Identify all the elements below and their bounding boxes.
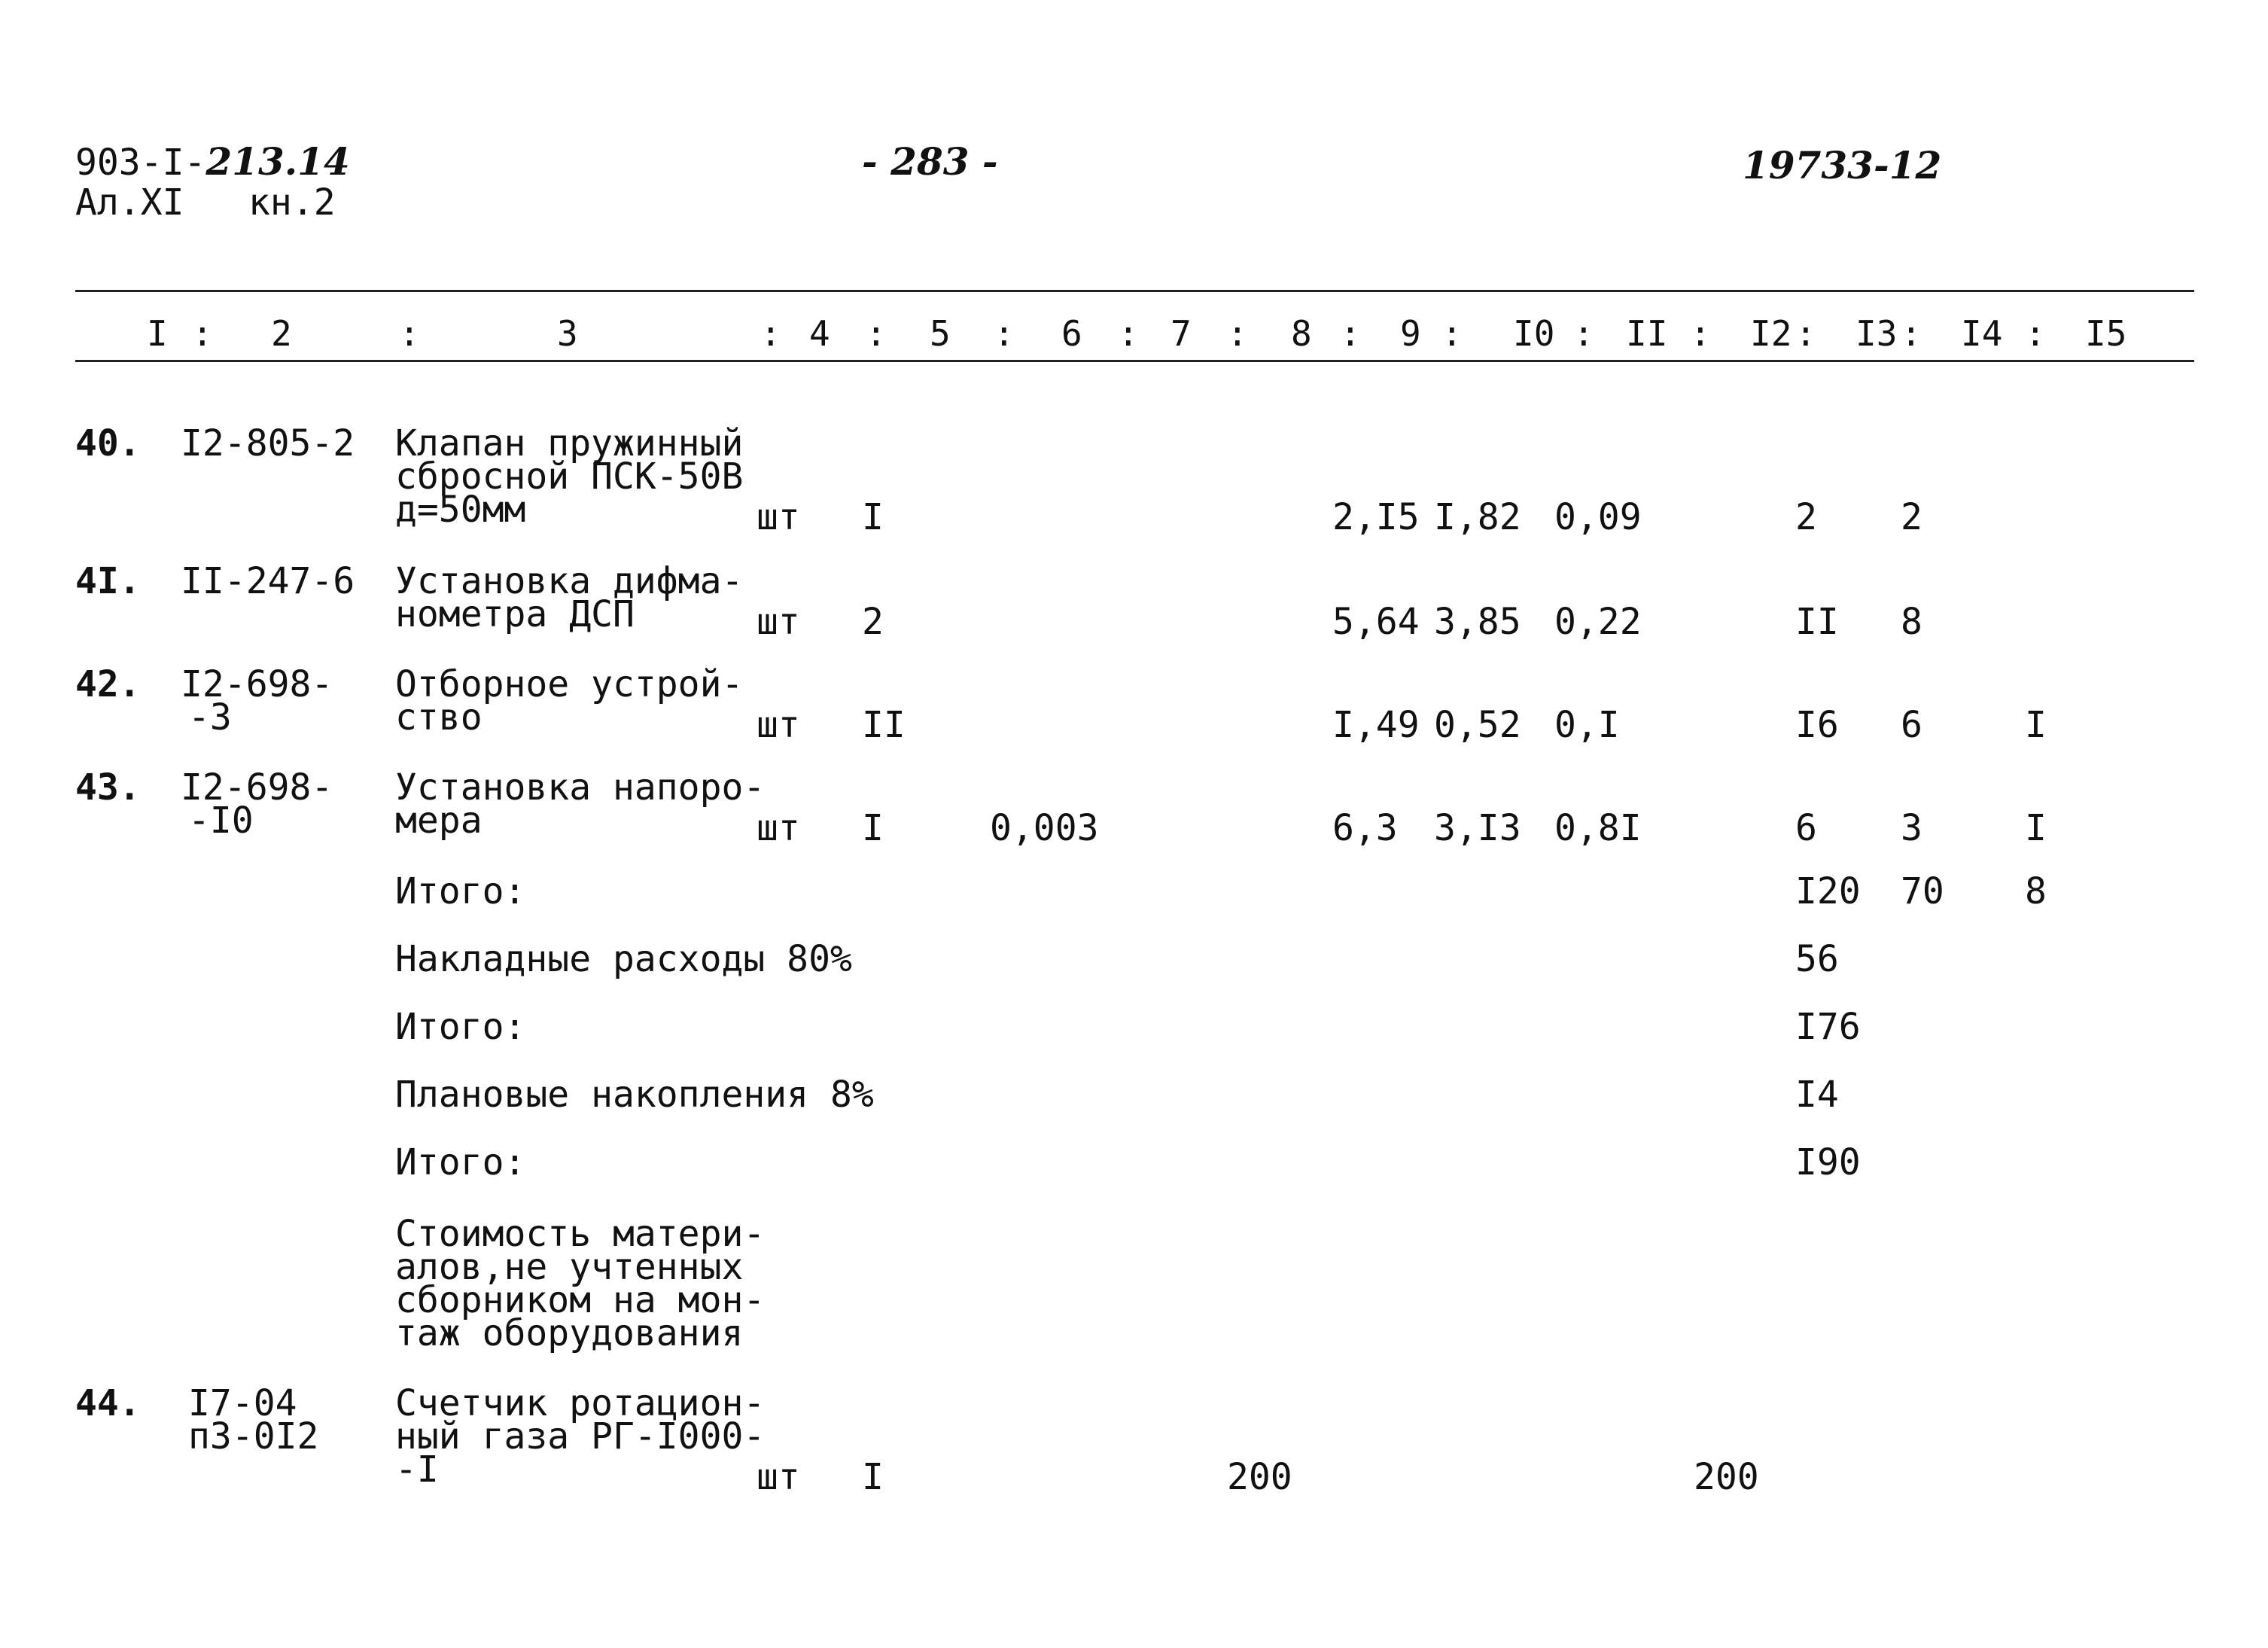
doc-code-handwritten: 213.14	[205, 139, 350, 184]
row-c13: I6	[1795, 704, 1839, 746]
row-c11: 0,22	[1554, 601, 1642, 643]
column-number: I	[147, 313, 168, 354]
row-code: I2-698-	[181, 663, 333, 705]
row-qty: 2	[862, 601, 884, 643]
row-code: -3	[188, 696, 232, 739]
row-c11: 0,I	[1554, 704, 1620, 746]
materials-heading-line: таж оборудования	[395, 1312, 744, 1354]
album-label: Ал.XI	[75, 181, 184, 224]
row-name: Установка дифма-	[395, 560, 744, 602]
column-number: 4	[809, 313, 830, 354]
page-number: - 283 -	[862, 139, 998, 184]
row-code: I2-805-2	[181, 422, 355, 465]
row-code: I2-698-	[181, 766, 333, 809]
row-c14: 3	[1901, 807, 1922, 849]
row-number: 42.	[75, 663, 141, 705]
row-c12: 200	[1694, 1456, 1759, 1498]
summary-label: Итого:	[395, 1141, 526, 1183]
doc-code	[75, 139, 350, 184]
row-code: -I0	[188, 800, 254, 842]
row-name: Установка напоро-	[395, 766, 766, 809]
row-c14: 2	[1901, 496, 1922, 538]
row-name: Отборное устрой-	[395, 663, 744, 705]
row-number: 40.	[75, 422, 141, 465]
column-separator: :	[1118, 313, 1139, 354]
summary-c13: I76	[1795, 1006, 1861, 1048]
row-c10: 0,52	[1434, 704, 1521, 746]
summary-label: Накладные расходы 80%	[395, 938, 852, 980]
row-c14: 8	[1901, 601, 1922, 643]
column-separator: :	[1227, 313, 1248, 354]
row-number: 43.	[75, 766, 141, 809]
row-unit: шт	[757, 496, 800, 538]
column-number: II	[1626, 313, 1668, 354]
column-number: 5	[930, 313, 951, 354]
summary-c14: 70	[1901, 870, 1944, 912]
row-c15: I	[2025, 807, 2047, 849]
column-number: 3	[557, 313, 578, 354]
column-number: I4	[1961, 313, 2003, 354]
row-c13: II	[1795, 601, 1839, 643]
row-c9: 2,I5	[1332, 496, 1420, 538]
row-c10: 3,85	[1434, 601, 1521, 643]
row-code: II-247-6	[181, 560, 355, 602]
row-unit: шт	[757, 704, 800, 746]
column-separator: :	[1340, 313, 1361, 354]
row-code: I7-04	[188, 1382, 297, 1424]
header-bottom-rule	[75, 360, 2194, 362]
column-separator: :	[1441, 313, 1463, 354]
summary-label: Итого:	[395, 870, 526, 912]
book-label: кн.2	[248, 181, 336, 224]
row-unit: шт	[757, 807, 800, 849]
column-separator: :	[399, 313, 420, 354]
doc-code-printed: 903-I-	[75, 142, 206, 184]
row-code: п3-0I2	[188, 1415, 319, 1458]
column-number: I2	[1750, 313, 1792, 354]
column-number: 7	[1171, 313, 1192, 354]
column-number: 8	[1291, 313, 1312, 354]
row-unit: шт	[757, 601, 800, 643]
column-separator: :	[1795, 313, 1816, 354]
row-c9: I,49	[1332, 704, 1420, 746]
row-c13: 6	[1795, 807, 1817, 849]
row-c6: 0,003	[990, 807, 1099, 849]
header-top-rule	[75, 290, 2194, 292]
column-number: 9	[1400, 313, 1421, 354]
materials-heading-line: алов,не учтенных	[395, 1246, 744, 1288]
row-name: мера	[395, 800, 483, 842]
row-c9: 5,64	[1332, 601, 1420, 643]
row-name: ный газа РГ-I000-	[395, 1415, 766, 1458]
column-separator: :	[760, 313, 781, 354]
materials-heading-line: сборником на мон-	[395, 1279, 766, 1321]
column-number: I5	[2085, 313, 2127, 354]
row-c14: 6	[1901, 704, 1922, 746]
row-name: ство	[395, 696, 483, 739]
summary-c13: I90	[1795, 1141, 1861, 1183]
column-number: I0	[1513, 313, 1555, 354]
column-number: 6	[1061, 313, 1082, 354]
row-qty: I	[862, 496, 884, 538]
column-separator: :	[994, 313, 1015, 354]
column-separator: :	[866, 313, 887, 354]
column-number: I3	[1855, 313, 1898, 354]
row-name: -I	[395, 1448, 439, 1491]
column-separator: :	[1690, 313, 1711, 354]
row-c8: 200	[1227, 1456, 1292, 1498]
row-name: нометра ДСП	[395, 593, 635, 635]
column-separator: :	[192, 313, 213, 354]
row-name: д=50мм	[395, 489, 526, 531]
row-unit: шт	[757, 1456, 800, 1498]
row-qty: I	[862, 807, 884, 849]
row-name: Клапан пружинный	[395, 422, 744, 465]
row-name: сбросной ПСК-50В	[395, 455, 744, 498]
row-qty: II	[862, 704, 906, 746]
row-c10: I,82	[1434, 496, 1521, 538]
row-c13: 2	[1795, 496, 1817, 538]
summary-c13: I20	[1795, 870, 1861, 912]
row-number: 44.	[75, 1382, 141, 1424]
materials-heading-line: Стоимость матери-	[395, 1213, 766, 1255]
summary-c13: 56	[1795, 938, 1839, 980]
row-c10: 3,I3	[1434, 807, 1521, 849]
row-qty: I	[862, 1456, 884, 1498]
column-separator: :	[1573, 313, 1594, 354]
doc-number: 19733-12	[1743, 143, 1942, 187]
row-c15: I	[2025, 704, 2047, 746]
row-c11: 0,8I	[1554, 807, 1642, 849]
row-c9: 6,3	[1332, 807, 1398, 849]
row-number: 4I.	[75, 560, 141, 602]
column-number: 2	[271, 313, 292, 354]
summary-label: Плановые накопления 8%	[395, 1074, 874, 1116]
row-c11: 0,09	[1554, 496, 1642, 538]
row-name: Счетчик ротацион-	[395, 1382, 766, 1424]
column-separator: :	[1901, 313, 1922, 354]
summary-c15: 8	[2025, 870, 2047, 912]
column-separator: :	[2025, 313, 2046, 354]
summary-label: Итого:	[395, 1006, 526, 1048]
summary-c13: I4	[1795, 1074, 1839, 1116]
